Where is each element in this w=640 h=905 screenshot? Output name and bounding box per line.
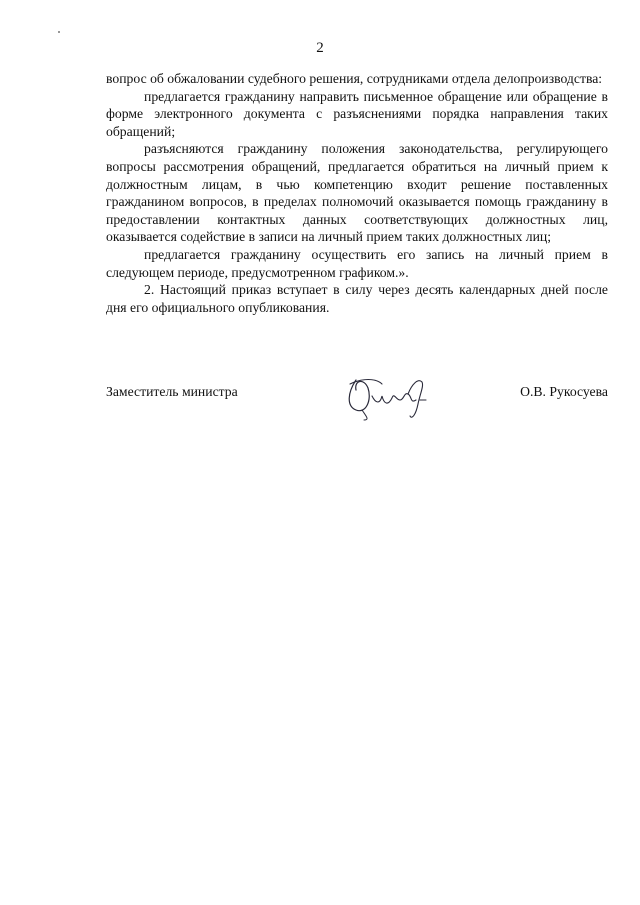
document-body — [106, 70, 608, 316]
signatory-name: О.В. Рукосуева — [520, 384, 608, 399]
paragraph-next-period-booking: предлагается гражданину осуществить его запись на личный прием в следующем периоде, предусмотренном графиком.». — [106, 246, 608, 280]
page-number: 2 — [316, 40, 324, 56]
paragraph-written-appeal: предлагается гражданину направить письменное обращение или обращение в форме электронного документа с разъяснениями порядка направления таких обращений; — [106, 88, 608, 139]
paragraph-effective-date: 2. Настоящий приказ вступает в силу через десять календарных дней после дня его официального опубликования. — [106, 282, 608, 315]
handwritten-signature — [342, 370, 442, 422]
scan-dot — [58, 31, 60, 33]
paragraph-continuation: вопрос об обжаловании судебного решения, сотрудниками отдела делопроизводства: — [106, 71, 603, 86]
signatory-position: Заместитель министра — [106, 384, 238, 399]
signature-block — [106, 376, 608, 436]
paragraph-legislation-explanation: разъясняются гражданину положения законодательства, регулирующего вопросы рассмотрения обращений, предлагается обратиться на личный прием к должностным лицам, в чью компетенцию входит решение поставленных гражданином вопросов, в пределах полномочий оказывается помощь гражданину в предоставлении контактных данных соответствующих должностных лиц, оказывается содействие в записи на личный прием таких должностных лиц; — [106, 141, 608, 245]
